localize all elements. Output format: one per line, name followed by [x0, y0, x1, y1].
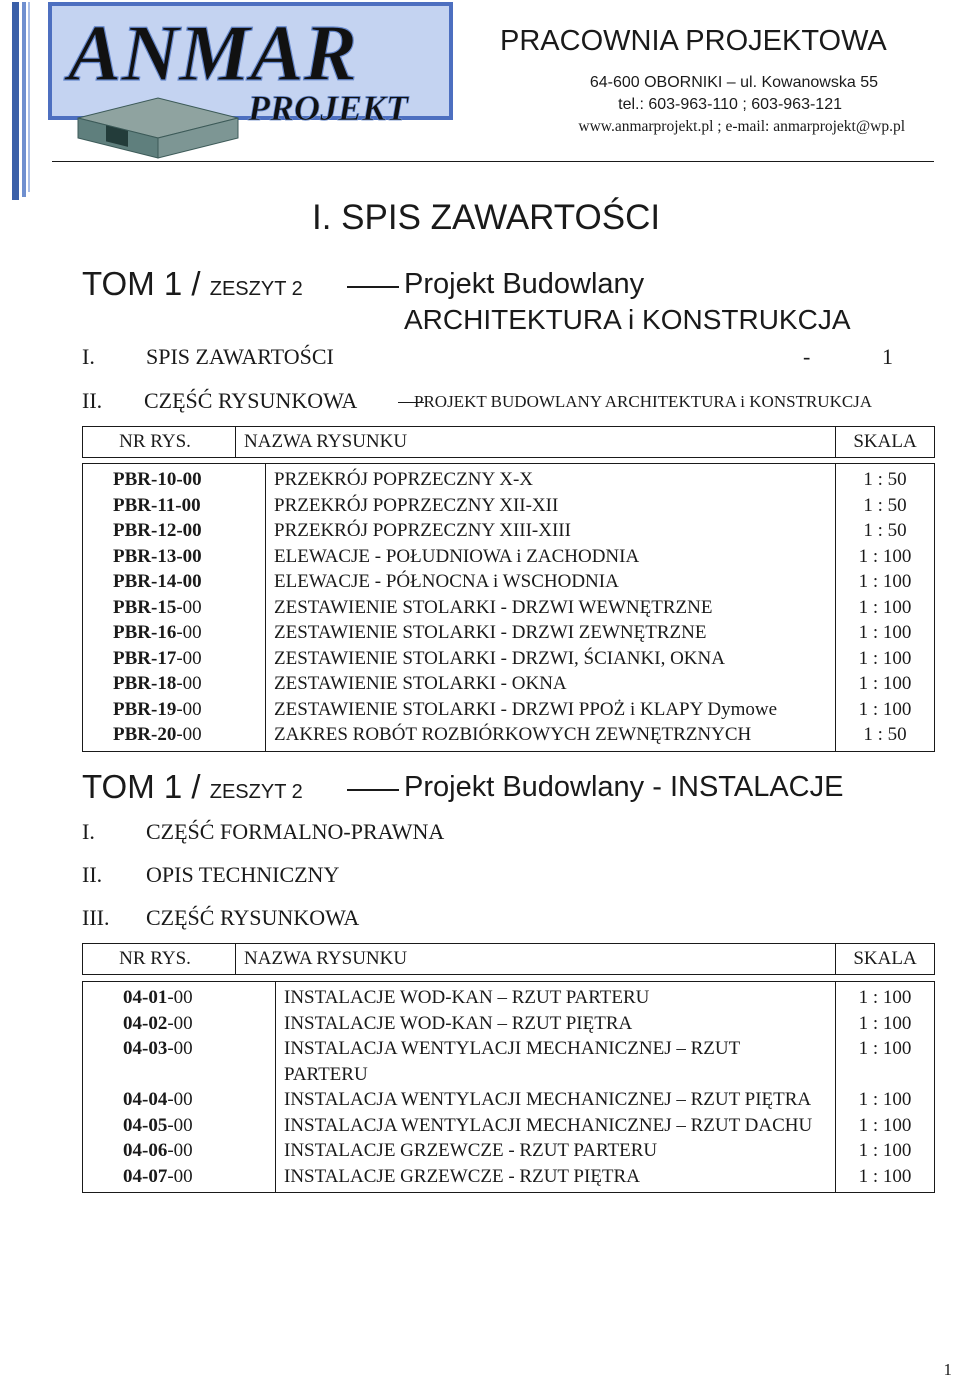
table-row — [83, 493, 935, 519]
table-row — [83, 697, 935, 723]
drawing-number — [83, 1036, 276, 1087]
drawing-number-main: PBR-18 — [113, 673, 177, 694]
drawing-number-suffix: -00 — [176, 622, 202, 643]
drawing-name: INSTALACJE WOD-KAN – RZUT PARTERU — [276, 982, 836, 1011]
drawing-name: ZESTAWIENIE STOLARKI - DRZWI, ŚCIANKI, OKNA — [266, 646, 836, 672]
drawings-table-2 — [82, 981, 935, 1193]
drawing-number — [83, 1164, 276, 1193]
drawing-number-main: PBR-13-00 — [113, 545, 202, 567]
table-row — [83, 982, 935, 1011]
col-header-scale: SKALA — [836, 944, 935, 975]
drawing-number — [83, 722, 266, 751]
drawing-name: INSTALACJA WENTYLACJI MECHANICZNEJ – RZUT PARTERU — [276, 1036, 836, 1087]
table-row — [83, 595, 935, 621]
drawing-number-main: PBR-20 — [113, 724, 177, 745]
drawing-number-main: 04-04 — [123, 1089, 168, 1110]
section-label: OPIS TECHNICZNY — [146, 862, 340, 887]
drawing-number — [83, 1087, 276, 1113]
company-logo — [8, 0, 458, 205]
page-title: I. SPIS ZAWARTOŚCI — [312, 198, 661, 237]
section-sublabel: PROJEKT BUDOWLANY ARCHITEKTURA i KONSTRUKCJA — [414, 392, 873, 411]
drawing-number-suffix: -00 — [167, 987, 193, 1008]
tom-label: TOM 1 / — [82, 768, 201, 805]
col-header-scale: SKALA — [836, 427, 935, 458]
firm-phone: tel.: 603-963-110 ; 603-963-121 — [618, 96, 842, 113]
drawing-number-suffix: -00 — [176, 724, 202, 745]
table-row — [83, 518, 935, 544]
table-row — [83, 1164, 935, 1193]
page-number: 1 — [943, 1360, 952, 1379]
drawing-scale: 1 : 50 — [836, 722, 935, 751]
section-dash: - — [803, 344, 811, 369]
drawing-number — [83, 569, 266, 595]
drawing-scale: 1 : 100 — [836, 1011, 935, 1037]
drawing-number-main: PBR-14-00 — [113, 571, 202, 592]
header-divider — [52, 161, 934, 162]
drawing-name: ZESTAWIENIE STOLARKI - DRZWI PPOŻ i KLAPY Dymowe — [266, 697, 836, 723]
drawing-number-main: PBR-15 — [113, 596, 177, 618]
table-row — [83, 1113, 935, 1139]
drawing-scale: 1 : 100 — [836, 1036, 935, 1087]
table-row — [83, 722, 935, 751]
table-row — [83, 1138, 935, 1164]
drawing-scale: 1 : 100 — [836, 544, 935, 570]
drawing-scale: 1 : 100 — [836, 982, 935, 1011]
drawing-name: PRZEKRÓJ POPRZECZNY X-X — [266, 464, 836, 493]
table-row — [83, 1011, 935, 1037]
drawing-number-suffix: -00 — [167, 1089, 193, 1110]
drawing-scale: 1 : 100 — [836, 569, 935, 595]
firm-name: PRACOWNIA PROJEKTOWA — [500, 25, 887, 57]
drawing-number-main: 04-07 — [123, 1165, 168, 1187]
tom-heading-1 — [82, 265, 303, 303]
drawing-number-main: PBR-12-00 — [113, 520, 202, 541]
drawing-scale: 1 : 100 — [836, 646, 935, 672]
section-num: II. — [82, 862, 103, 887]
drawing-name: INSTALACJA WENTYLACJI MECHANICZNEJ – RZUT PIĘTRA — [276, 1087, 836, 1113]
drawing-number-suffix: -00 — [167, 1140, 193, 1161]
col-header-name: NAZWA RYSUNKU — [236, 944, 836, 975]
drawing-number-main: PBR-16 — [113, 622, 177, 643]
col-header-nr: NR RYS. — [83, 944, 236, 975]
drawing-scale: 1 : 100 — [836, 1164, 935, 1193]
drawing-number-main: 04-01 — [123, 987, 168, 1008]
drawing-number-main: PBR-17 — [113, 647, 177, 669]
drawings-table-header-1 — [82, 426, 935, 458]
logo-text-anmar: ANMAR — [68, 10, 357, 98]
drawing-scale: 1 : 100 — [836, 620, 935, 646]
drawing-number-main: PBR-10-00 — [113, 469, 202, 490]
section-num: II. — [82, 388, 103, 413]
drawing-number-main: PBR-11-00 — [113, 494, 201, 516]
drawing-number — [83, 1113, 276, 1139]
drawing-scale: 1 : 100 — [836, 595, 935, 621]
drawing-name: ZESTAWIENIE STOLARKI - OKNA — [266, 671, 836, 697]
drawing-name: ELEWACJE - POŁUDNIOWA i ZACHODNIA — [266, 544, 836, 570]
table-row — [83, 620, 935, 646]
drawing-number-main: 04-06 — [123, 1140, 168, 1161]
drawing-number — [83, 646, 266, 672]
table-row — [83, 1087, 935, 1113]
drawing-scale: 1 : 100 — [836, 1113, 935, 1139]
drawing-scale: 1 : 100 — [836, 1138, 935, 1164]
table-row — [83, 544, 935, 570]
section-num: III. — [82, 905, 110, 930]
table-row — [83, 569, 935, 595]
drawings-table-header-2 — [82, 943, 935, 975]
drawing-number — [83, 595, 266, 621]
logo-text-projekt: PROJEKT — [248, 88, 409, 128]
col-header-nr: NR RYS. — [83, 427, 236, 458]
drawing-number-main: 04-05 — [123, 1114, 168, 1136]
table-row — [83, 646, 935, 672]
drawing-number-suffix: -00 — [167, 1012, 193, 1034]
drawing-number — [83, 671, 266, 697]
drawing-name: INSTALACJE WOD-KAN – RZUT PIĘTRA — [276, 1011, 836, 1037]
drawing-scale: 1 : 100 — [836, 671, 935, 697]
dash-line — [347, 789, 399, 791]
drawing-number-main: 04-03 — [123, 1038, 168, 1059]
tom-label: TOM 1 / — [82, 265, 201, 302]
project-subtitle-1: ARCHITEKTURA i KONSTRUKCJA — [404, 304, 851, 335]
drawing-scale: 1 : 100 — [836, 1087, 935, 1113]
drawings-table-1 — [82, 463, 935, 752]
section-label: CZĘŚĆ RYSUNKOWA — [144, 388, 358, 413]
section-page: 1 — [882, 344, 893, 369]
drawing-scale: 1 : 100 — [836, 697, 935, 723]
firm-web[interactable]: www.anmarprojekt.pl ; e-mail: anmarprojekt@wp.pl — [578, 118, 905, 135]
drawing-number-suffix: -00 — [176, 673, 202, 694]
zeszyt-label: ZESZYT 2 — [209, 781, 303, 803]
drawing-number-suffix: -00 — [167, 1165, 193, 1187]
drawing-number-suffix: -00 — [176, 698, 202, 720]
firm-address: 64-600 OBORNIKI – ul. Kowanowska 55 — [589, 74, 878, 91]
section-label: CZĘŚĆ FORMALNO-PRAWNA — [146, 819, 445, 844]
section-label: SPIS ZAWARTOŚCI — [146, 344, 334, 369]
drawing-name: ELEWACJE - PÓŁNOCNA i WSCHODNIA — [266, 569, 836, 595]
dash-line — [347, 286, 399, 288]
project-title-2: Projekt Budowlany - INSTALACJE — [404, 771, 844, 803]
drawing-name: ZESTAWIENIE STOLARKI - DRZWI ZEWNĘTRZNE — [266, 620, 836, 646]
drawing-number — [83, 697, 266, 723]
drawing-name: ZESTAWIENIE STOLARKI - DRZWI WEWNĘTRZNE — [266, 595, 836, 621]
drawing-number-suffix: -00 — [176, 596, 202, 618]
drawing-name: ZAKRES ROBÓT ROZBIÓRKOWYCH ZEWNĘTRZNYCH — [266, 722, 836, 751]
drawing-name: INSTALACJA WENTYLACJI MECHANICZNEJ – RZUT DACHU — [276, 1113, 836, 1139]
drawing-number — [83, 544, 266, 570]
section-num: I. — [82, 344, 95, 369]
drawing-scale: 1 : 50 — [836, 464, 935, 493]
drawing-name: PRZEKRÓJ POPRZECZNY XIII-XIII — [266, 518, 836, 544]
drawing-number-main: PBR-19 — [113, 698, 177, 720]
table-row — [83, 464, 935, 493]
drawing-number — [83, 1138, 276, 1164]
drawing-number — [83, 1011, 276, 1037]
drawing-number-suffix: -00 — [176, 647, 202, 669]
drawing-number — [83, 620, 266, 646]
drawing-name: INSTALACJE GRZEWCZE - RZUT PIĘTRA — [276, 1164, 836, 1193]
zeszyt-label: ZESZYT 2 — [209, 278, 303, 300]
drawing-name: PRZEKRÓJ POPRZECZNY XII-XII — [266, 493, 836, 519]
drawing-number — [83, 982, 276, 1011]
drawing-scale: 1 : 50 — [836, 518, 935, 544]
tom-heading-2 — [82, 768, 303, 806]
col-header-name: NAZWA RYSUNKU — [236, 427, 836, 458]
drawing-scale: 1 : 50 — [836, 493, 935, 519]
section-num: I. — [82, 819, 95, 844]
drawing-number-main: 04-02 — [123, 1012, 168, 1034]
drawing-name: INSTALACJE GRZEWCZE - RZUT PARTERU — [276, 1138, 836, 1164]
drawing-number — [83, 464, 266, 493]
project-title-1: Projekt Budowlany — [404, 268, 645, 300]
drawing-number — [83, 493, 266, 519]
table-row — [83, 671, 935, 697]
section-label: CZĘŚĆ RYSUNKOWA — [146, 905, 360, 930]
table-row — [83, 1036, 935, 1087]
drawing-number — [83, 518, 266, 544]
drawing-number-suffix: -00 — [167, 1038, 193, 1059]
drawing-number-suffix: -00 — [167, 1114, 193, 1136]
